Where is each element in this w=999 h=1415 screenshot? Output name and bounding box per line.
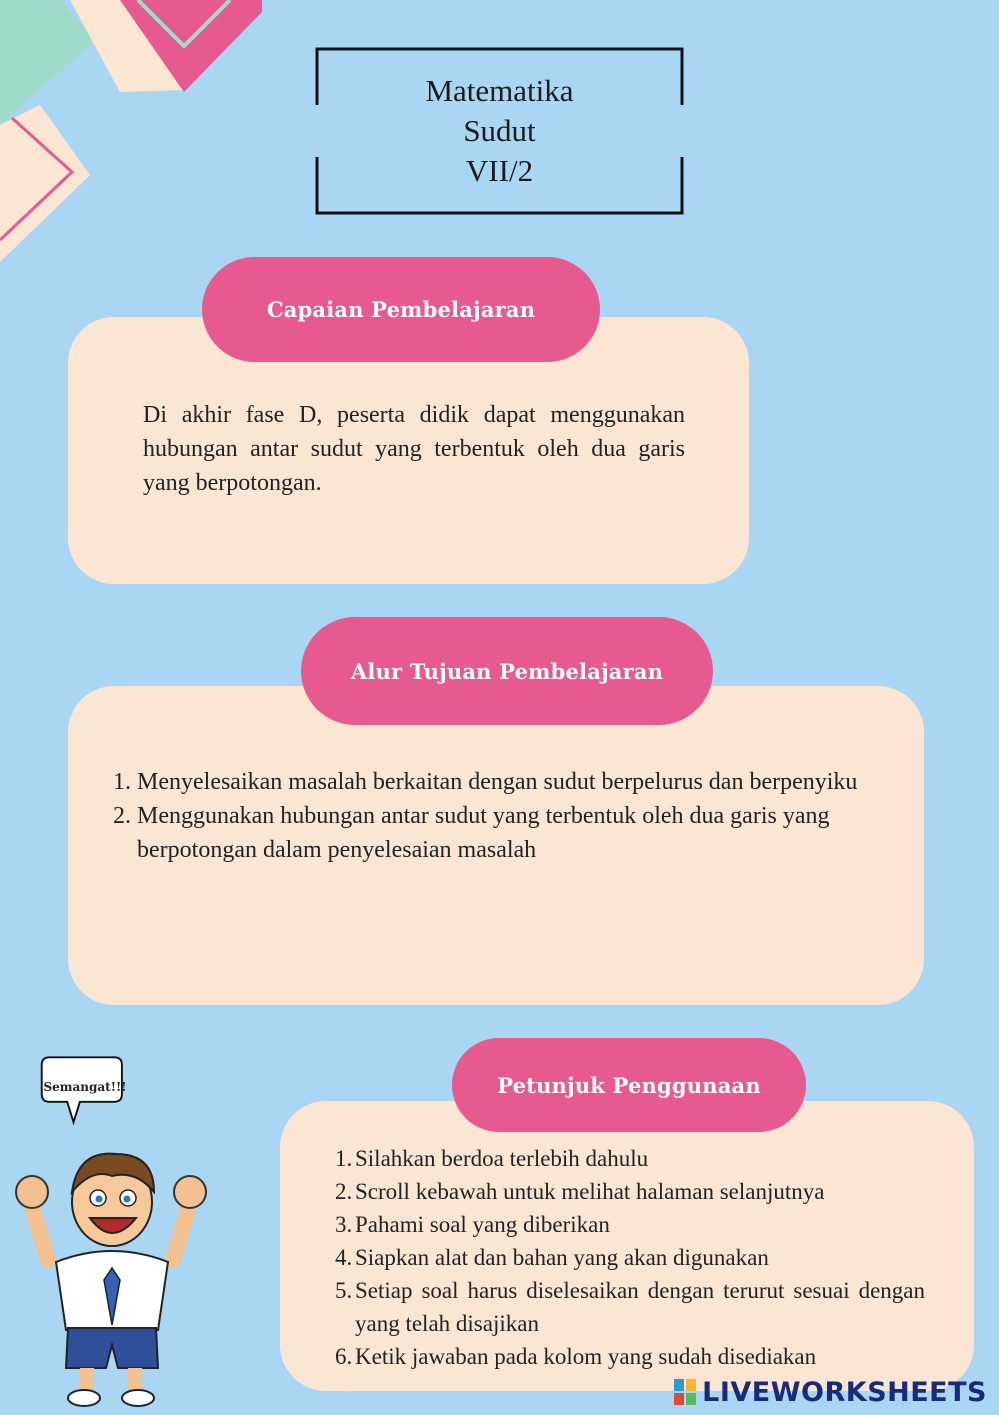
speech-bubble-text: Semangat!!! (43, 1080, 127, 1094)
page-title (315, 71, 684, 191)
title-topic: Sudut (463, 113, 536, 148)
alur-heading: Alur Tujuan Pembelajaran (301, 617, 713, 725)
title-subject: Matematika (425, 73, 574, 108)
list-item: 6. Ketik jawaban pada kolom yang sudah disediakan (335, 1344, 817, 1369)
list-item: 4. Siapkan alat dan bahan yang akan digunakan (335, 1245, 769, 1270)
list-item: 2. Menggunakan hubungan antar sudut yang terbentuk oleh dua garis yang berpotongan dalam penyelesaian masalah (113, 803, 830, 863)
petunjuk-list (335, 1142, 925, 1373)
watermark-text: LIVEWORKSHEETS (702, 1376, 987, 1408)
alur-list (113, 765, 903, 867)
corner-decoration (0, 0, 270, 270)
capaian-heading: Capaian Pembelajaran (202, 257, 600, 362)
title-frame (315, 47, 684, 215)
capaian-text: Di akhir fase D, peserta didik dapat menggunakan hubungan antar sudut yang terbentuk oleh dua garis yang berpotongan. (143, 402, 685, 496)
list-item: 1. Menyelesaikan masalah berkaitan dengan sudut berpelurus dan berpenyiku (113, 769, 858, 795)
list-item: 3. Pahami soal yang diberikan (335, 1212, 610, 1237)
liveworksheets-watermark (674, 1377, 987, 1407)
list-item: 1. Silahkan berdoa terlebih dahulu (335, 1146, 649, 1171)
title-class: VII/2 (465, 153, 534, 188)
list-item: 2. Scroll kebawah untuk melihat halaman selanjutnya (335, 1179, 825, 1204)
student-illustration (8, 1140, 218, 1410)
list-item: 5. Setiap soal harus diselesaikan dengan terurut sesuai dengan yang telah disajikan (335, 1278, 925, 1336)
liveworksheets-logo-icon (674, 1379, 696, 1405)
petunjuk-heading: Petunjuk Penggunaan (452, 1038, 806, 1132)
